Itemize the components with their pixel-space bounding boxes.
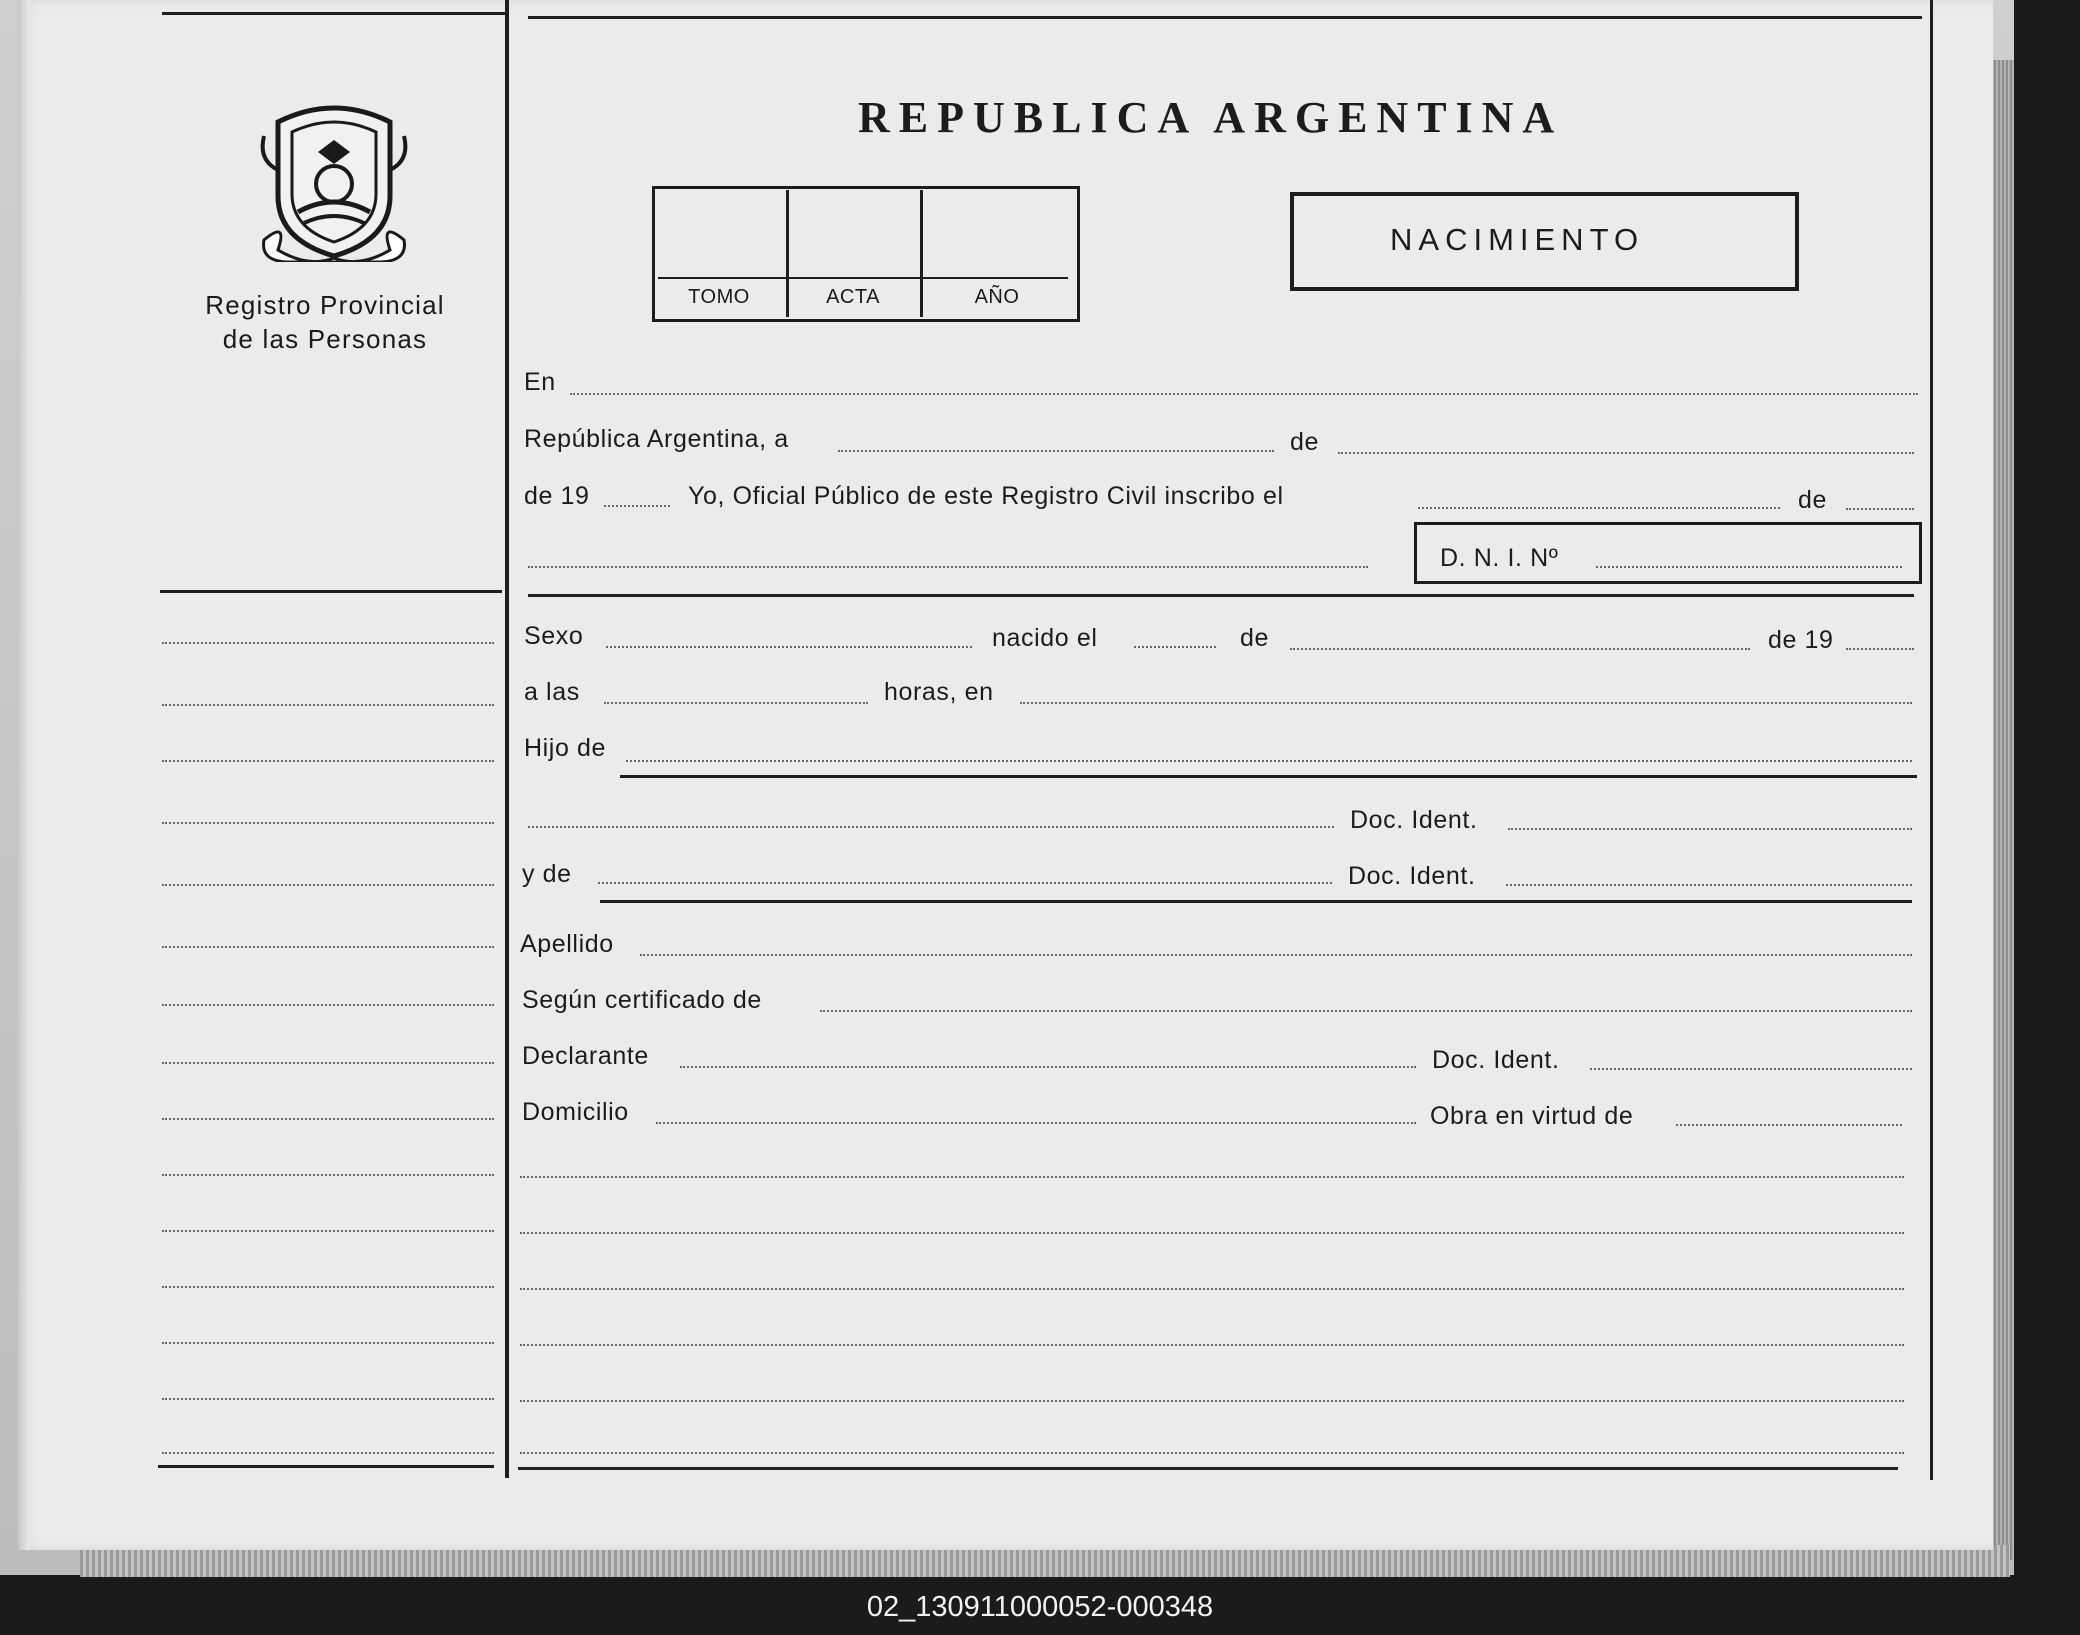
- de-label-3: de: [1240, 624, 1270, 652]
- margin-line-3: [162, 760, 494, 762]
- segun-label: Según certificado de: [522, 986, 762, 1014]
- apellido-label: Apellido: [520, 930, 614, 958]
- record-box-divider-2: [920, 190, 923, 317]
- note-line-2: [520, 1232, 1904, 1234]
- margin-line-10: [162, 1174, 494, 1176]
- de19-label-b: de 19: [1768, 626, 1834, 654]
- doc-ident-label-3: Doc. Ident.: [1432, 1046, 1560, 1074]
- certificado-line: [820, 1010, 1912, 1012]
- note-line-4: [520, 1344, 1904, 1346]
- margin-line-12: [162, 1286, 494, 1288]
- y-de-underline: [600, 900, 1912, 903]
- nacido-month-line: [1290, 648, 1750, 650]
- en-label: En: [524, 368, 556, 396]
- sexo-line: [606, 646, 972, 648]
- margin-line-15: [162, 1452, 494, 1454]
- declarante-doc-line: [1590, 1068, 1912, 1070]
- republica-date-line: [838, 450, 1274, 452]
- padre-line: [626, 760, 1912, 762]
- oficial-statement: Yo, Oficial Público de este Registro Civil inscribo el: [688, 482, 1284, 510]
- a-las-label: a las: [524, 678, 580, 706]
- margin-line-9: [162, 1118, 494, 1120]
- page-title: REPUBLICA ARGENTINA: [858, 93, 1564, 142]
- registry-name: [180, 288, 470, 356]
- left-bottom-rule: [158, 1465, 494, 1468]
- registry-line-2: de las Personas: [222, 324, 428, 354]
- margin-line-1: [162, 642, 494, 644]
- margin-line-7: [162, 1004, 494, 1006]
- padre-continuation-line: [528, 826, 1334, 828]
- de-label-1: de: [1290, 428, 1320, 456]
- note-line-1: [520, 1176, 1904, 1178]
- top-rule-left: [162, 12, 505, 15]
- misiones-emblem: [258, 100, 410, 262]
- margin-line-14: [162, 1398, 494, 1400]
- inscribo-date-line: [1418, 507, 1780, 509]
- margin-line-5: [162, 884, 494, 886]
- dni-label: D. N. I. Nº: [1440, 544, 1559, 572]
- obra-label: Obra en virtud de: [1430, 1102, 1634, 1130]
- margin-line-6: [162, 946, 494, 948]
- doc-ident-label-1: Doc. Ident.: [1350, 806, 1478, 834]
- margin-line-2: [162, 704, 494, 706]
- en-line: [570, 393, 1918, 395]
- dni-line: [1596, 566, 1902, 568]
- obra-line: [1676, 1124, 1902, 1126]
- margin-line-4: [162, 822, 494, 824]
- hora-line: [604, 702, 868, 704]
- top-rule-right: [528, 16, 1922, 19]
- doc-ident-label-2: Doc. Ident.: [1348, 862, 1476, 890]
- margin-line-13: [162, 1342, 494, 1344]
- right-border: [1930, 0, 1933, 1480]
- nacido-year-line: [1846, 648, 1914, 650]
- record-box-label-rule: [658, 277, 1068, 279]
- declarante-line: [680, 1066, 1416, 1068]
- madre-doc-line: [1506, 884, 1912, 886]
- right-rule-mid: [528, 594, 1914, 597]
- apellido-line: [640, 954, 1912, 956]
- nacido-day-line: [1134, 646, 1216, 648]
- note-line-6: [520, 1452, 1904, 1454]
- de19-label: de 19: [524, 482, 590, 510]
- lugar-line: [1020, 702, 1912, 704]
- horas-en-label: horas, en: [884, 678, 994, 706]
- republica-month-line: [1338, 452, 1914, 454]
- ano-label: AÑO: [974, 286, 1020, 308]
- left-rule-mid: [160, 590, 502, 593]
- padre-doc-line: [1508, 828, 1912, 830]
- de19-year-line: [604, 505, 670, 507]
- declarante-label: Declarante: [522, 1042, 649, 1070]
- note-line-3: [520, 1288, 1904, 1290]
- inscribo-month-line: [1846, 508, 1914, 510]
- margin-line-11: [162, 1230, 494, 1232]
- hijo-de-label: Hijo de: [524, 734, 607, 762]
- acta-label: ACTA: [826, 286, 880, 308]
- margin-line-8: [162, 1062, 494, 1064]
- vertical-divider: [505, 0, 509, 1478]
- domicilio-label: Domicilio: [522, 1098, 629, 1126]
- cover-edge: [1990, 60, 2014, 1560]
- nacido-el-label: nacido el: [992, 624, 1098, 652]
- right-bottom-rule: [518, 1467, 1898, 1470]
- domicilio-line: [656, 1122, 1416, 1124]
- tomo-label: TOMO: [688, 286, 750, 308]
- sexo-label: Sexo: [524, 622, 584, 650]
- inscribo-continuation-line: [528, 566, 1368, 568]
- record-type-label: NACIMIENTO: [1390, 222, 1645, 257]
- note-line-5: [520, 1400, 1904, 1402]
- de-label-2: de: [1798, 486, 1828, 514]
- image-id-caption: 02_130911000052-000348: [866, 1591, 1214, 1623]
- republica-label: República Argentina, a: [524, 425, 789, 453]
- page-fold: [18, 0, 30, 1550]
- registry-line-1: Registro Provincial: [205, 290, 445, 320]
- madre-line: [598, 882, 1332, 884]
- hijo-underline: [620, 775, 1917, 778]
- y-de-label: y de: [522, 860, 572, 888]
